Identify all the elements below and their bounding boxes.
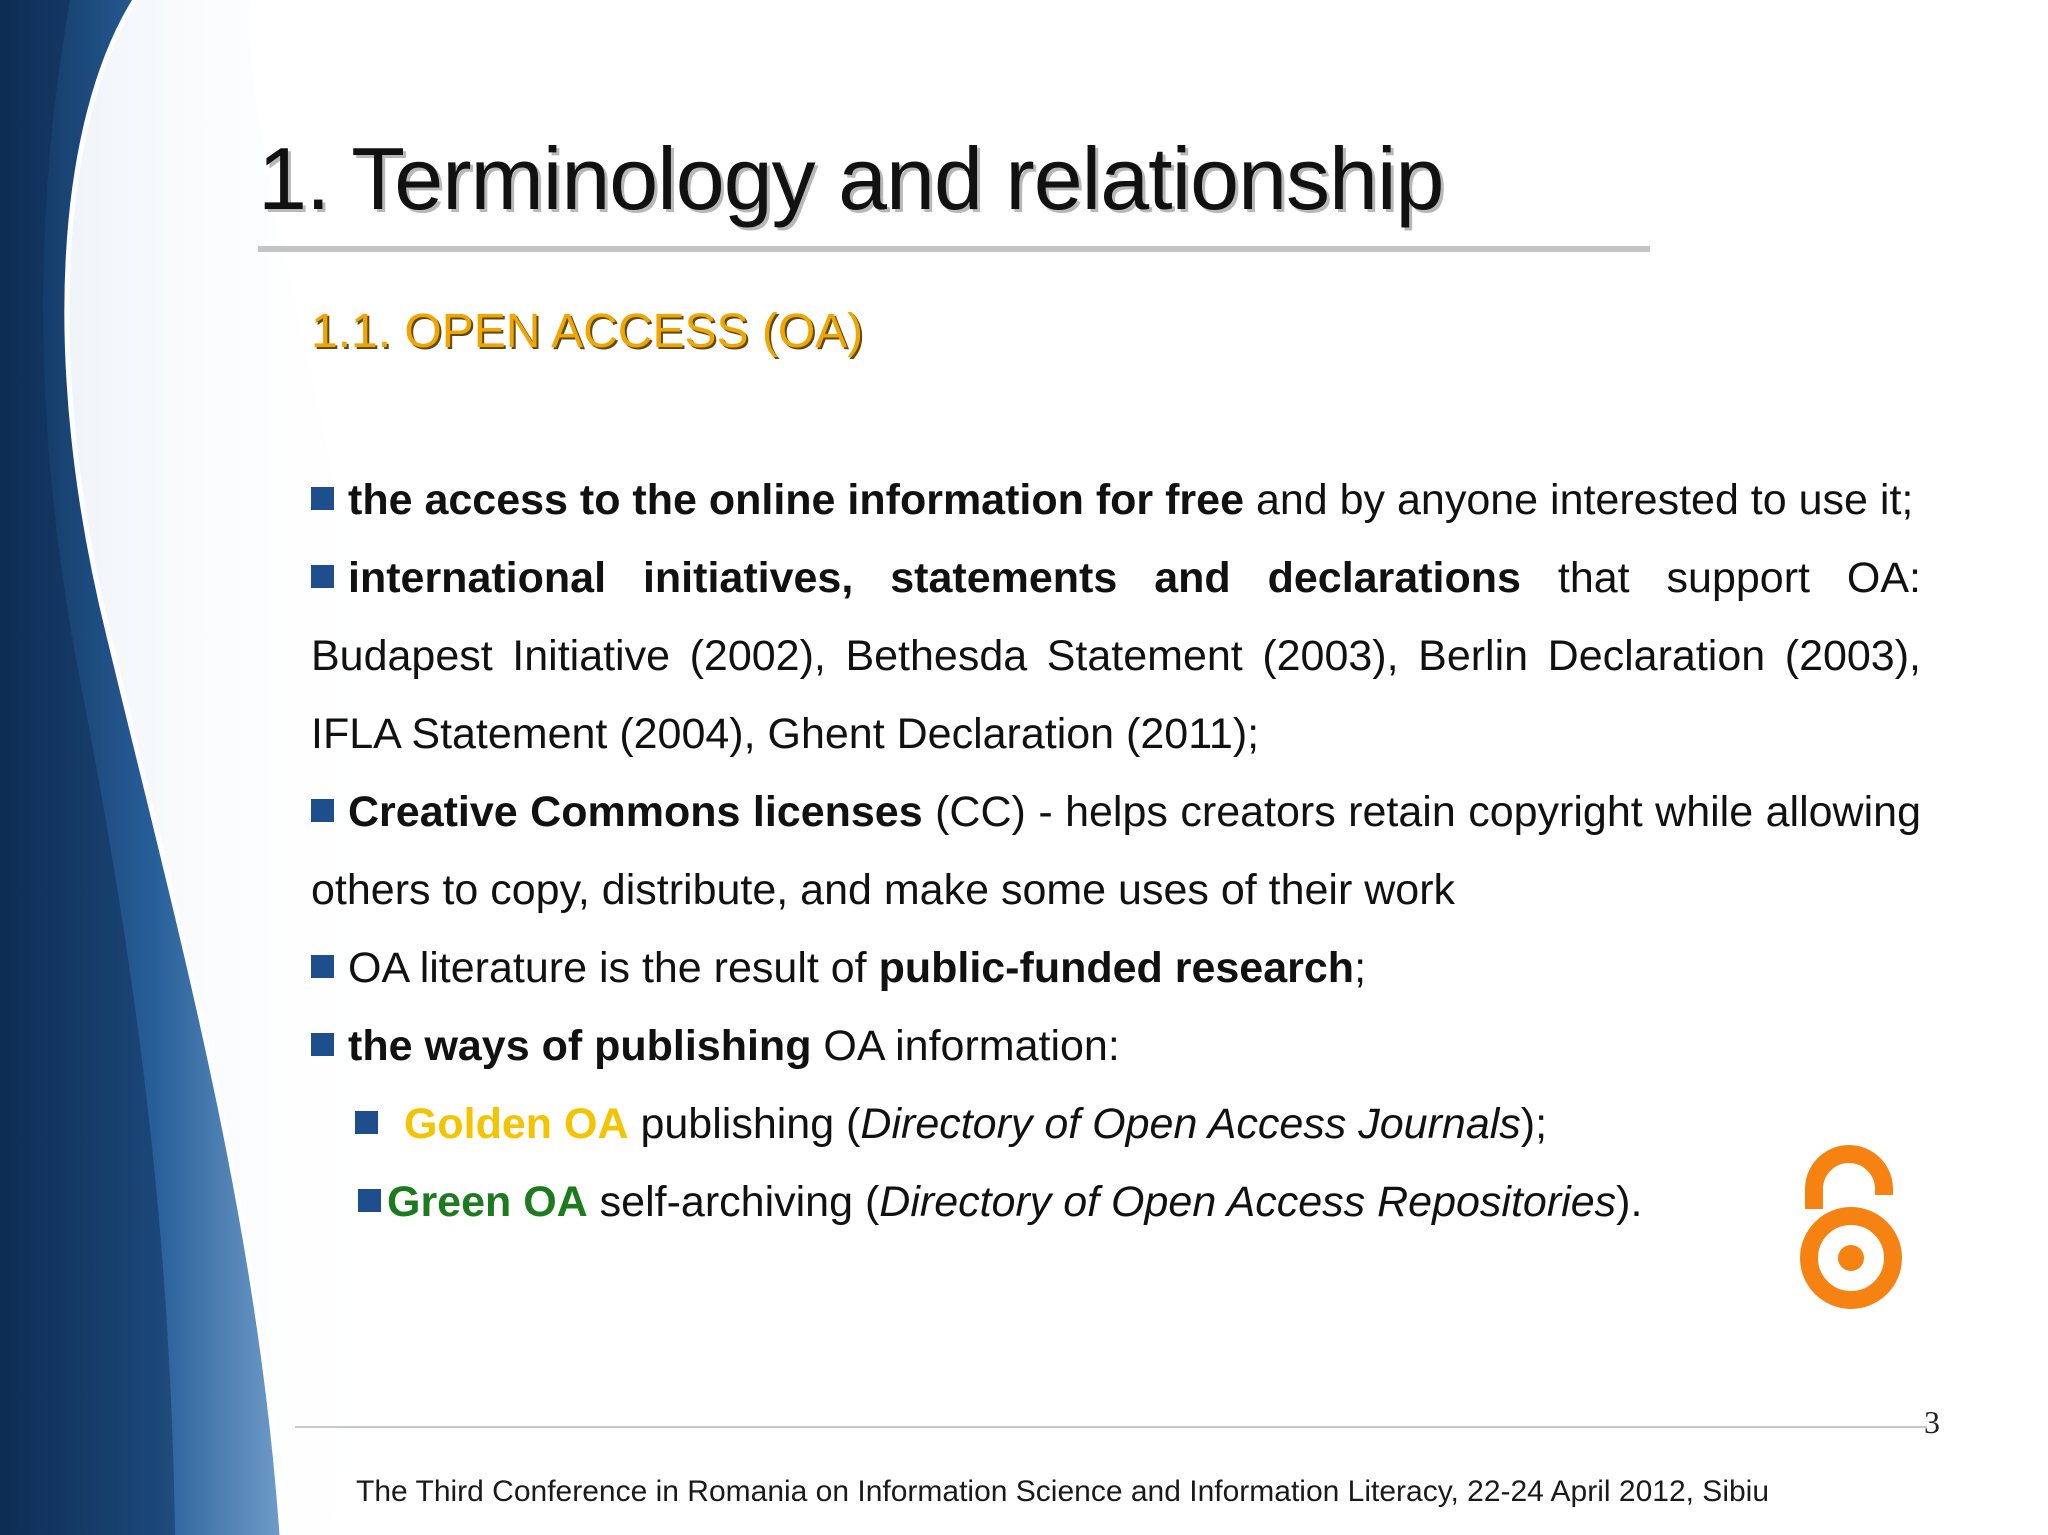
bullet-list bbox=[311, 461, 1921, 1241]
bullet-bold-text: Creative Commons licenses bbox=[348, 788, 923, 836]
bullet-text: that support OA: Budapest Initiative (2002), Bethesda Statement (2003), Berlin Declaration (2003), IFLA Statement (2004), Ghent Declaration (2011); bbox=[311, 554, 1921, 758]
title-underline bbox=[258, 246, 1650, 252]
bullet-text: (CC) - helps creators retain copyright while allowing others to copy, distribute, and make some uses of their work bbox=[311, 788, 1921, 914]
golden-oa-label: Golden OA bbox=[403, 1100, 629, 1148]
section-subtitle: 1.1. OPEN ACCESS (OA) bbox=[311, 305, 864, 358]
conference-footer: The Third Conference in Romania on Information Science and Information Literacy, 22-24 April 2012, Sibiu bbox=[356, 1475, 1770, 1508]
sub-bullet-italic: Directory of Open Access Journals bbox=[860, 1100, 1521, 1148]
square-bullet-icon bbox=[355, 1111, 378, 1134]
square-bullet-icon bbox=[311, 487, 334, 510]
bullet-item bbox=[311, 929, 1921, 1007]
square-bullet-icon bbox=[311, 955, 334, 978]
sub-bullet-text: ); bbox=[1520, 1100, 1548, 1148]
square-bullet-icon bbox=[311, 1033, 334, 1056]
bullet-bold-text: international initiatives, statements and declarations bbox=[348, 554, 1521, 602]
bullet-item bbox=[311, 461, 1921, 539]
page-number: 3 bbox=[1924, 1404, 1940, 1440]
slide-title: 1. Terminology and relationship bbox=[258, 129, 1444, 228]
bullet-text: and by anyone interested to use it; bbox=[1244, 476, 1914, 524]
sub-bullet-italic: Directory of Open Access Repositories bbox=[879, 1178, 1617, 1226]
bullet-item bbox=[311, 539, 1921, 773]
bullet-bold-text: public-funded research bbox=[878, 944, 1355, 992]
square-bullet-icon bbox=[311, 799, 334, 822]
sub-bullet-text: ). bbox=[1616, 1178, 1643, 1226]
footer-divider bbox=[295, 1426, 1927, 1428]
bullet-bold-text: the access to the online information for free bbox=[348, 476, 1244, 524]
bullet-item bbox=[311, 1007, 1921, 1085]
sub-bullet-text: self-archiving ( bbox=[587, 1178, 880, 1226]
bullet-text: OA information: bbox=[811, 1022, 1120, 1070]
bullet-text: OA literature is the result of bbox=[348, 944, 879, 992]
bullet-bold-text: the ways of publishing bbox=[348, 1022, 812, 1070]
square-bullet-icon bbox=[358, 1189, 381, 1212]
sub-bullet-item bbox=[311, 1163, 1921, 1241]
bullet-item bbox=[311, 773, 1921, 929]
square-bullet-icon bbox=[311, 565, 334, 588]
green-oa-label: Green OA bbox=[387, 1178, 588, 1226]
bullet-text: ; bbox=[1354, 944, 1367, 992]
open-access-lock-icon bbox=[1796, 1143, 1906, 1313]
sub-bullet-text: publishing ( bbox=[628, 1100, 861, 1148]
sub-bullet-item bbox=[311, 1085, 1921, 1163]
